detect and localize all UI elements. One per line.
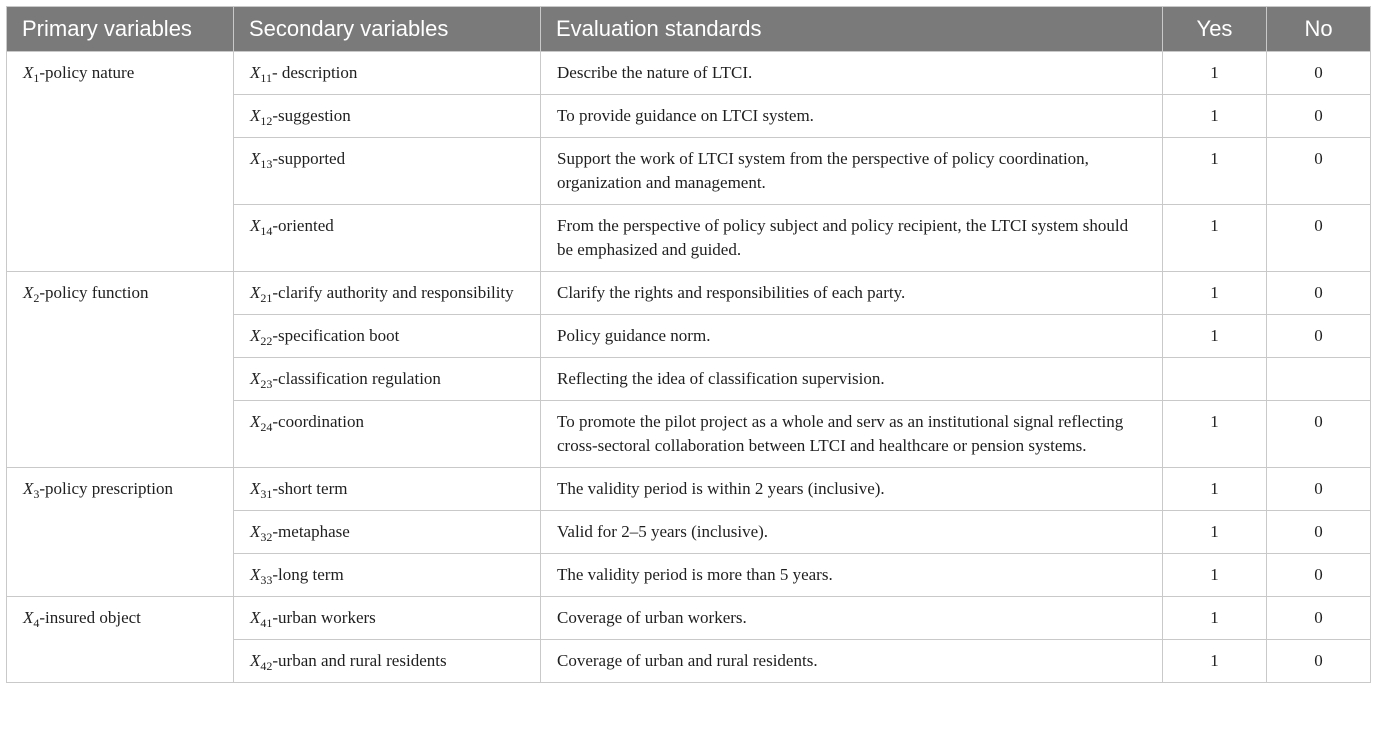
header-primary-variables: Primary variables	[7, 7, 234, 52]
no-cell: 0	[1267, 597, 1371, 640]
secondary-variable-cell: $X_{24}$-coordination	[234, 401, 541, 468]
secondary-variable-cell: $X_{21}$-clarify authority and responsibility	[234, 272, 541, 315]
no-cell: 0	[1267, 52, 1371, 95]
primary-variable-cell: $X_4$-insured object	[7, 597, 234, 683]
evaluation-standard-cell: To promote the pilot project as a whole and serv as an institutional signal reflecting cross-sectoral collaboration between LTCI and healthcare or pension systems.	[541, 401, 1163, 468]
yes-cell: 1	[1163, 468, 1267, 511]
secondary-variable-cell: $X_{32}$-metaphase	[234, 511, 541, 554]
yes-cell: 1	[1163, 640, 1267, 683]
yes-cell	[1163, 358, 1267, 401]
no-cell	[1267, 358, 1371, 401]
yes-cell: 1	[1163, 95, 1267, 138]
evaluation-standard-cell: Clarify the rights and responsibilities of each party.	[541, 272, 1163, 315]
secondary-variable-cell: $X_{33}$-long term	[234, 554, 541, 597]
evaluation-standard-cell: From the perspective of policy subject and policy recipient, the LTCI system should be emphasized and guided.	[541, 205, 1163, 272]
evaluation-standard-cell: To provide guidance on LTCI system.	[541, 95, 1163, 138]
no-cell: 0	[1267, 554, 1371, 597]
no-cell: 0	[1267, 95, 1371, 138]
yes-cell: 1	[1163, 205, 1267, 272]
secondary-variable-cell: $X_{42}$-urban and rural residents	[234, 640, 541, 683]
table-body	[7, 52, 1371, 683]
secondary-variable-cell: $X_{13}$-supported	[234, 138, 541, 205]
header-evaluation-standards: Evaluation standards	[541, 7, 1163, 52]
secondary-variable-cell: $X_{23}$-classification regulation	[234, 358, 541, 401]
header-no: No	[1267, 7, 1371, 52]
yes-cell: 1	[1163, 272, 1267, 315]
yes-cell: 1	[1163, 597, 1267, 640]
evaluation-standard-cell: The validity period is more than 5 years.	[541, 554, 1163, 597]
no-cell: 0	[1267, 315, 1371, 358]
evaluation-standard-cell: Coverage of urban and rural residents.	[541, 640, 1163, 683]
header-yes: Yes	[1163, 7, 1267, 52]
no-cell: 0	[1267, 138, 1371, 205]
evaluation-table	[6, 6, 1371, 683]
yes-cell: 1	[1163, 554, 1267, 597]
no-cell: 0	[1267, 205, 1371, 272]
yes-cell: 1	[1163, 315, 1267, 358]
no-cell: 0	[1267, 401, 1371, 468]
header-secondary-variables: Secondary variables	[234, 7, 541, 52]
secondary-variable-cell: $X_{11}-$ description	[234, 52, 541, 95]
no-cell: 0	[1267, 640, 1371, 683]
table-header	[7, 7, 1371, 52]
primary-variable-cell: $X_2$-policy function	[7, 272, 234, 468]
evaluation-standard-cell: Policy guidance norm.	[541, 315, 1163, 358]
yes-cell: 1	[1163, 401, 1267, 468]
evaluation-standard-cell: Valid for 2–5 years (inclusive).	[541, 511, 1163, 554]
yes-cell: 1	[1163, 511, 1267, 554]
evaluation-standard-cell: Describe the nature of LTCI.	[541, 52, 1163, 95]
secondary-variable-cell: $X_{12}$-suggestion	[234, 95, 541, 138]
evaluation-standard-cell: Coverage of urban workers.	[541, 597, 1163, 640]
yes-cell: 1	[1163, 52, 1267, 95]
yes-cell: 1	[1163, 138, 1267, 205]
evaluation-standard-cell: Support the work of LTCI system from the perspective of policy coordination, organization and management.	[541, 138, 1163, 205]
table-row	[7, 52, 1371, 95]
table-row	[7, 272, 1371, 315]
primary-variable-cell: $X_1$-policy nature	[7, 52, 234, 272]
secondary-variable-cell: $X_{22}$-specification boot	[234, 315, 541, 358]
no-cell: 0	[1267, 468, 1371, 511]
header-row	[7, 7, 1371, 52]
secondary-variable-cell: $X_{14}$-oriented	[234, 205, 541, 272]
evaluation-standard-cell: Reflecting the idea of classification supervision.	[541, 358, 1163, 401]
secondary-variable-cell: $X_{41}$-urban workers	[234, 597, 541, 640]
secondary-variable-cell: $X_{31}$-short term	[234, 468, 541, 511]
no-cell: 0	[1267, 272, 1371, 315]
no-cell: 0	[1267, 511, 1371, 554]
primary-variable-cell: $X_3$-policy prescription	[7, 468, 234, 597]
evaluation-standard-cell: The validity period is within 2 years (inclusive).	[541, 468, 1163, 511]
table-row	[7, 468, 1371, 511]
table-row	[7, 597, 1371, 640]
